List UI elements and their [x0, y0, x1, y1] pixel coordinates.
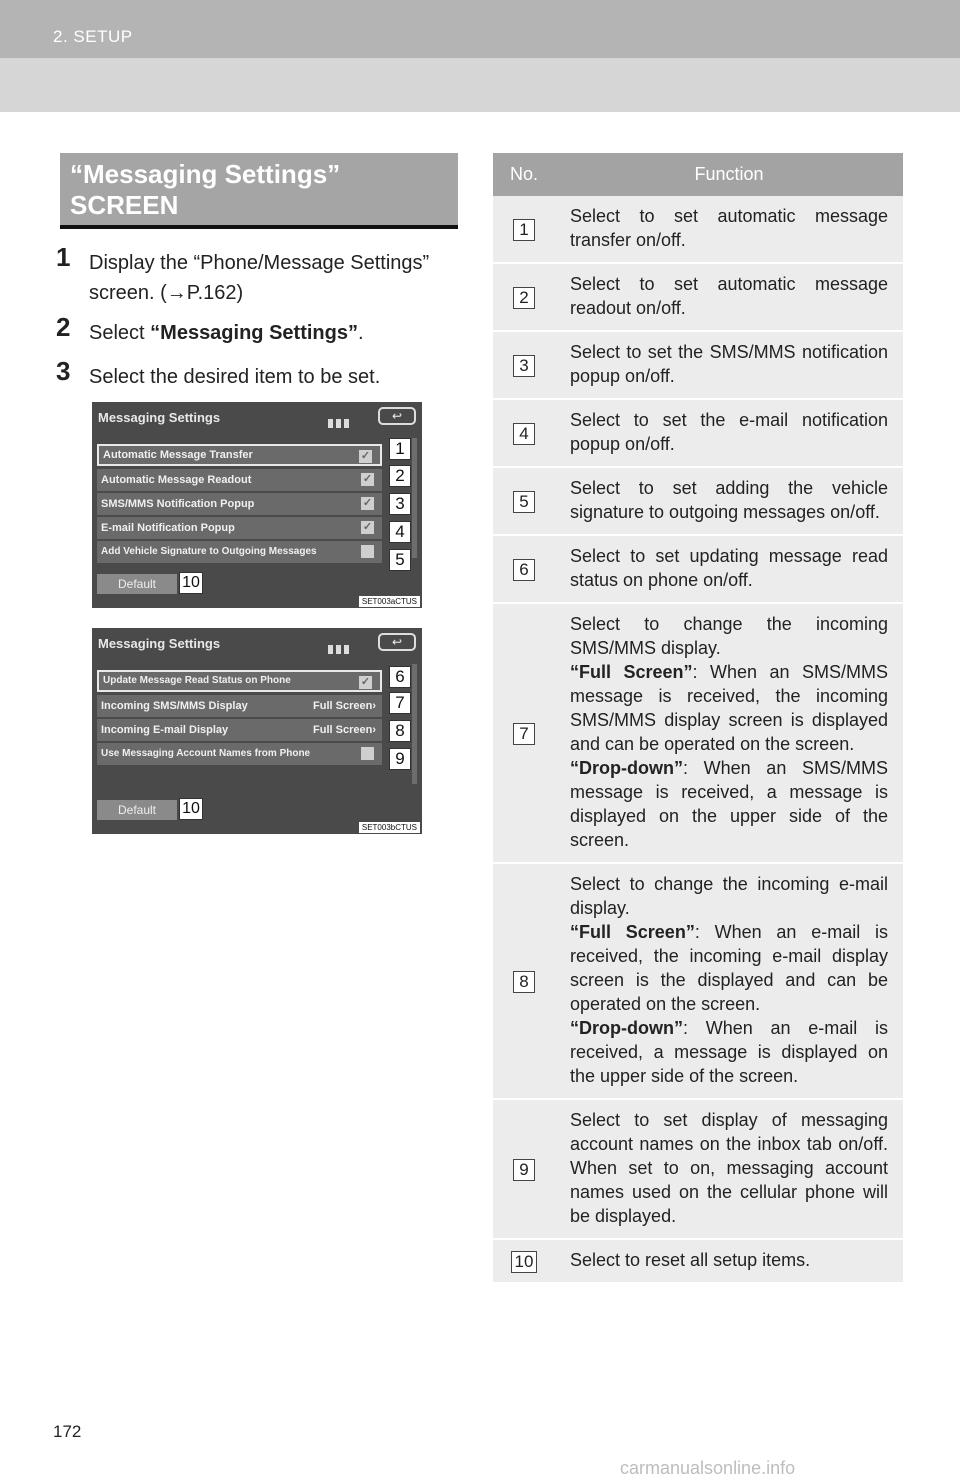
- option-text: : When an SMS/MMS message is received, a message is displayed on the upper side of the screen.: [570, 758, 888, 850]
- row-number-cell: [493, 1239, 555, 1283]
- checkbox-icon[interactable]: ✓: [362, 521, 373, 533]
- row-number-cell: [493, 863, 555, 1099]
- column-header-function: Function: [555, 153, 903, 196]
- option-text: : When an e-mail is received, the incoming e-mail display screen is the displayed and can be operated on the screen.: [570, 922, 888, 1014]
- table-row: [493, 263, 903, 331]
- setting-row[interactable]: [97, 743, 382, 765]
- step-text-pre: Select: [89, 322, 151, 344]
- bluetooth-icon: [328, 645, 333, 654]
- option-drop-down: “Drop-down”: [570, 758, 683, 778]
- setting-row[interactable]: [97, 517, 382, 539]
- row-number: 7: [513, 723, 535, 745]
- page-header: [0, 0, 960, 112]
- table-row: [493, 467, 903, 535]
- row-number: 6: [513, 559, 535, 581]
- setting-row[interactable]: [97, 670, 382, 692]
- setting-label: SMS/MMS Notification Popup: [101, 498, 255, 510]
- table-row: [493, 1099, 903, 1239]
- default-button[interactable]: Default: [97, 800, 177, 820]
- row-number-cell: [493, 535, 555, 603]
- table-row: [493, 331, 903, 399]
- signal-icon: [336, 419, 341, 428]
- setting-label: Incoming SMS/MMS Display: [101, 700, 248, 712]
- option-text: : When an SMS/MMS message is received, the incoming SMS/MMS display screen is displayed and can be operated on the screen.: [570, 662, 888, 754]
- callout-number: 8: [389, 720, 411, 742]
- callout-number: 4: [389, 521, 411, 543]
- section-title: 2. SETUP: [53, 27, 133, 46]
- header-band-light: [0, 58, 960, 112]
- callout-number: 10: [179, 572, 203, 594]
- function-text: Select to change the incoming SMS/MMS display.: [570, 614, 888, 658]
- step-text: Select the desired item to be set.: [89, 366, 381, 388]
- column-header-no: No.: [493, 153, 555, 196]
- option-drop-down: “Drop-down”: [570, 1018, 683, 1038]
- function-text: Select to change the incoming e-mail display.: [570, 874, 888, 918]
- row-number-cell: [493, 603, 555, 863]
- row-number: 10: [511, 1251, 537, 1273]
- row-number: 5: [513, 491, 535, 513]
- step-text-post: .: [357, 322, 364, 344]
- row-number: 9: [513, 1159, 535, 1181]
- callout-number: 5: [389, 549, 411, 571]
- step-number: 3: [56, 356, 71, 386]
- setting-label: E-mail Notification Popup: [101, 522, 235, 534]
- back-button[interactable]: ↩: [378, 633, 416, 651]
- option-full-screen: “Full Screen”: [570, 662, 693, 682]
- status-icons: [328, 636, 368, 648]
- table-row: [493, 535, 903, 603]
- checkbox-icon[interactable]: ✓: [360, 676, 371, 688]
- screenshot-messaging-settings-1: [92, 402, 422, 608]
- callout-number: 2: [389, 465, 411, 487]
- row-number-cell: [493, 196, 555, 263]
- setting-label: Automatic Message Readout: [101, 474, 252, 486]
- step-text: Display the “Phone/Message Settings” screen. (→P.162): [89, 252, 430, 304]
- callout-number: 10: [179, 798, 203, 820]
- screen-title: Messaging Settings: [98, 410, 221, 425]
- row-function: [555, 603, 903, 863]
- table-row: [493, 863, 903, 1099]
- row-function: Select to set the e-mail notification popup on/off.: [555, 399, 903, 467]
- page-number: 172: [53, 1422, 82, 1441]
- watermark: carmanualsonline.info: [620, 1458, 796, 1478]
- row-function: Select to set automatic message readout on/off.: [555, 263, 903, 331]
- setting-label: Automatic Message Transfer: [103, 449, 253, 461]
- row-number-cell: [493, 331, 555, 399]
- callout-number: 7: [389, 692, 411, 714]
- option-full-screen: “Full Screen”: [570, 922, 695, 942]
- battery-icon: [344, 419, 349, 428]
- function-table: [493, 153, 903, 1284]
- row-number: 3: [513, 355, 535, 377]
- setting-label: Use Messaging Account Names from Phone: [101, 748, 311, 759]
- callout-number: 1: [389, 438, 411, 460]
- option-text: : When an e-mail is received, a message is displayed on the upper side of the screen.: [570, 1018, 888, 1086]
- setting-value: Full Screen›: [313, 700, 376, 712]
- row-function: Select to set the SMS/MMS notification popup on/off.: [555, 331, 903, 399]
- section-heading: [60, 153, 458, 229]
- screenshot-messaging-settings-2: [92, 628, 422, 834]
- step-text: [89, 318, 460, 348]
- row-function: Select to set display of messaging account names on the inbox tab on/off. When set to on, messaging account names used on the cellular phone will be displayed.: [555, 1099, 903, 1239]
- callout-number: 9: [389, 748, 411, 770]
- step-number: 2: [56, 312, 71, 342]
- setting-row[interactable]: [97, 541, 382, 563]
- scrollbar[interactable]: [412, 664, 417, 784]
- setting-value: Full Screen›: [313, 724, 376, 736]
- scrollbar[interactable]: [412, 438, 417, 558]
- back-button[interactable]: ↩: [378, 407, 416, 425]
- checkbox-icon[interactable]: [361, 545, 374, 558]
- callout-number: 6: [389, 666, 411, 688]
- row-number-cell: [493, 1099, 555, 1239]
- row-function: [555, 863, 903, 1099]
- table-row: [493, 196, 903, 263]
- header-band-dark: [0, 0, 960, 58]
- setting-row[interactable]: [97, 493, 382, 515]
- row-number: 2: [513, 287, 535, 309]
- checkbox-icon[interactable]: [361, 747, 374, 760]
- callout-number: 3: [389, 493, 411, 515]
- checkbox-icon[interactable]: ✓: [360, 450, 371, 462]
- step-1: [56, 242, 460, 308]
- table-row: [493, 1239, 903, 1283]
- table-header-row: [493, 153, 903, 196]
- row-function: Select to set adding the vehicle signature to outgoing messages on/off.: [555, 467, 903, 535]
- setting-label: Add Vehicle Signature to Outgoing Messages: [101, 546, 317, 557]
- bluetooth-icon: [328, 419, 333, 428]
- step-text-bold: “Messaging Settings”: [150, 322, 358, 344]
- row-number: 1: [513, 219, 535, 241]
- row-number-cell: [493, 399, 555, 467]
- default-button[interactable]: Default: [97, 574, 177, 594]
- table-row: [493, 603, 903, 863]
- checkbox-icon[interactable]: ✓: [362, 473, 373, 485]
- setting-row[interactable]: [97, 719, 382, 741]
- row-function: Select to reset all setup items.: [555, 1239, 903, 1283]
- setting-row[interactable]: [97, 695, 382, 717]
- step-number: 1: [56, 242, 71, 272]
- row-function: Select to set updating message read status on phone on/off.: [555, 535, 903, 603]
- row-number: 8: [513, 971, 535, 993]
- table-row: [493, 399, 903, 467]
- figure-code: SET003aCTUS: [359, 596, 420, 607]
- step-2: [56, 312, 460, 348]
- heading-line-2: SCREEN: [70, 190, 179, 220]
- checkbox-icon[interactable]: ✓: [362, 497, 373, 509]
- screen-title: Messaging Settings: [98, 636, 221, 651]
- signal-icon: [336, 645, 341, 654]
- setting-row[interactable]: [97, 444, 382, 466]
- setting-label: Update Message Read Status on Phone: [103, 675, 291, 686]
- setting-row[interactable]: [97, 469, 382, 491]
- row-number: 4: [513, 423, 535, 445]
- row-function: Select to set automatic message transfer on/off.: [555, 196, 903, 263]
- status-icons: [328, 410, 368, 422]
- heading-line-1: “Messaging Settings”: [70, 159, 341, 189]
- battery-icon: [344, 645, 349, 654]
- setting-label: Incoming E-mail Display: [101, 724, 229, 736]
- row-number-cell: [493, 467, 555, 535]
- step-3: [56, 356, 460, 392]
- row-number-cell: [493, 263, 555, 331]
- figure-code: SET003bCTUS: [359, 822, 420, 833]
